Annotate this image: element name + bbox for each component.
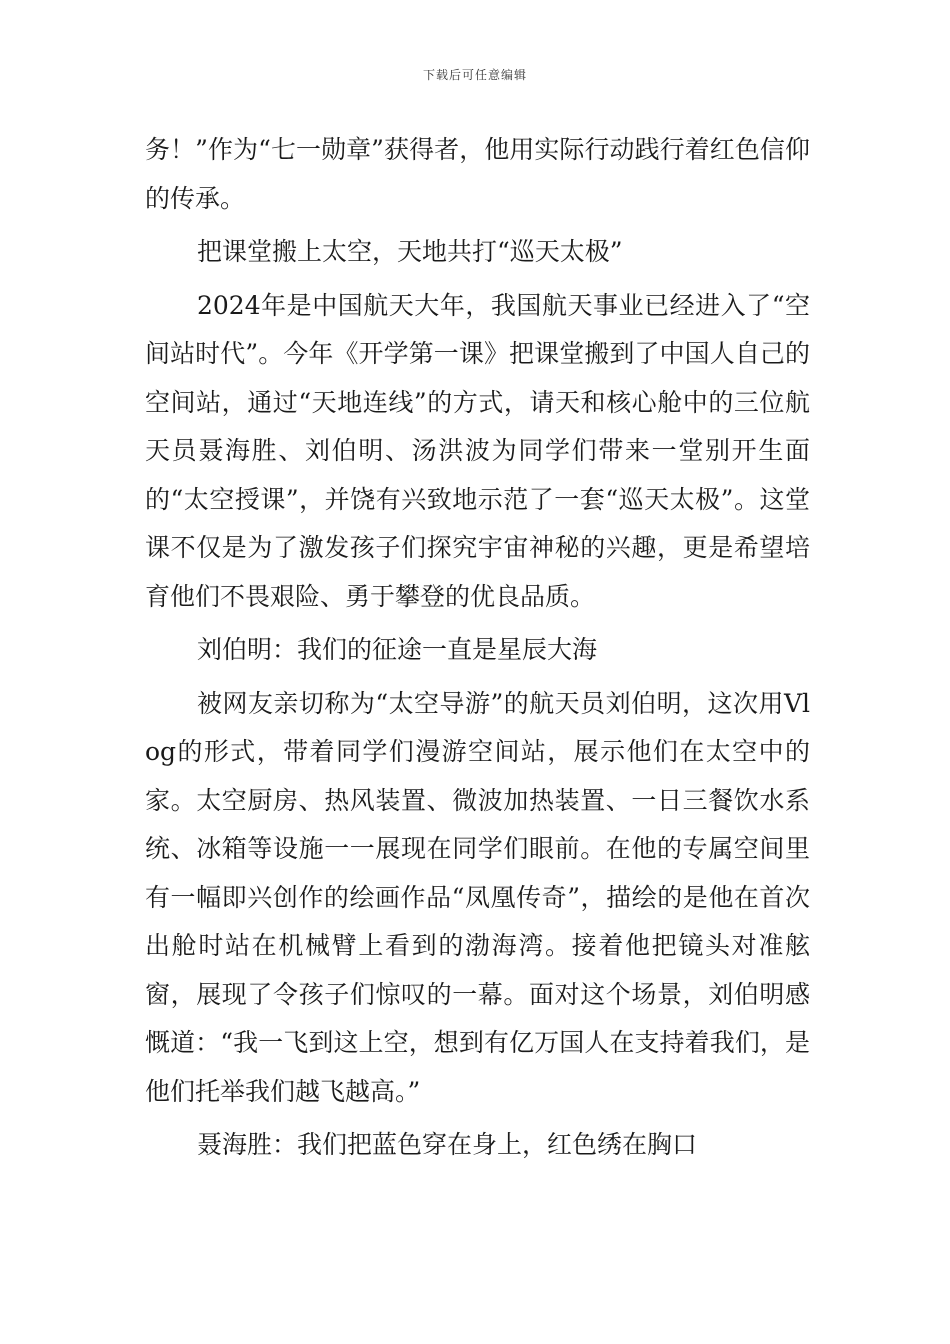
section-heading-space-class: 把课堂搬上太空，天地共打“巡天太极” bbox=[197, 237, 623, 266]
paragraph-space-station: 2024年是中国航天大年，我国航天事业已经进入了“空间站时代”。今年《开学第一课》把课堂搬到了中国人自己的空间站，通过“天地连线”的方式，请天和核心舱中的三位航天员聂海胜、刘伯明、汤洪波为同学们带来一堂别开生面的“太空授课”，并饶有兴致地示范了一套“巡天太极”。这堂课不仅是为了激发孩子们探究宇宙神秘的兴趣，更是希望培育他们不畏艰险、勇于攀登的优良品质。 bbox=[145, 290, 810, 611]
section-heading-nie-haisheng: 聂海胜：我们把蓝色穿在身上，红色绣在胸口 bbox=[197, 1130, 698, 1159]
page-header-note: 下载后可任意编辑 bbox=[422, 68, 527, 82]
section-heading-liu-boming: 刘伯明：我们的征途一直是星辰大海 bbox=[197, 635, 598, 664]
paragraph-continuation: 务！”作为“七一勋章”获得者，他用实际行动践行着红色信仰的传承。 bbox=[145, 135, 810, 213]
document-body bbox=[145, 126, 810, 1175]
paragraph-liu-boming: 被网友亲切称为“太空导游”的航天员刘伯明，这次用Vlog的形式，带着同学们漫游空间站，展示他们在太空中的家。太空厨房、热风装置、微波加热装置、一日三餐饮水系统、冰箱等设施一一展现在同学们眼前。在他的专属空间里有一幅即兴创作的绘画作品“凤凰传奇”，描绘的是他在首次出舱时站在机械臂上看到的渤海湾。接着他把镜头对准舷窗，展现了令孩子们惊叹的一幕。面对这个场景，刘伯明感慨道：“我一飞到这上空，想到有亿万国人在支持着我们，是他们托举我们越飞越高。” bbox=[145, 688, 810, 1106]
